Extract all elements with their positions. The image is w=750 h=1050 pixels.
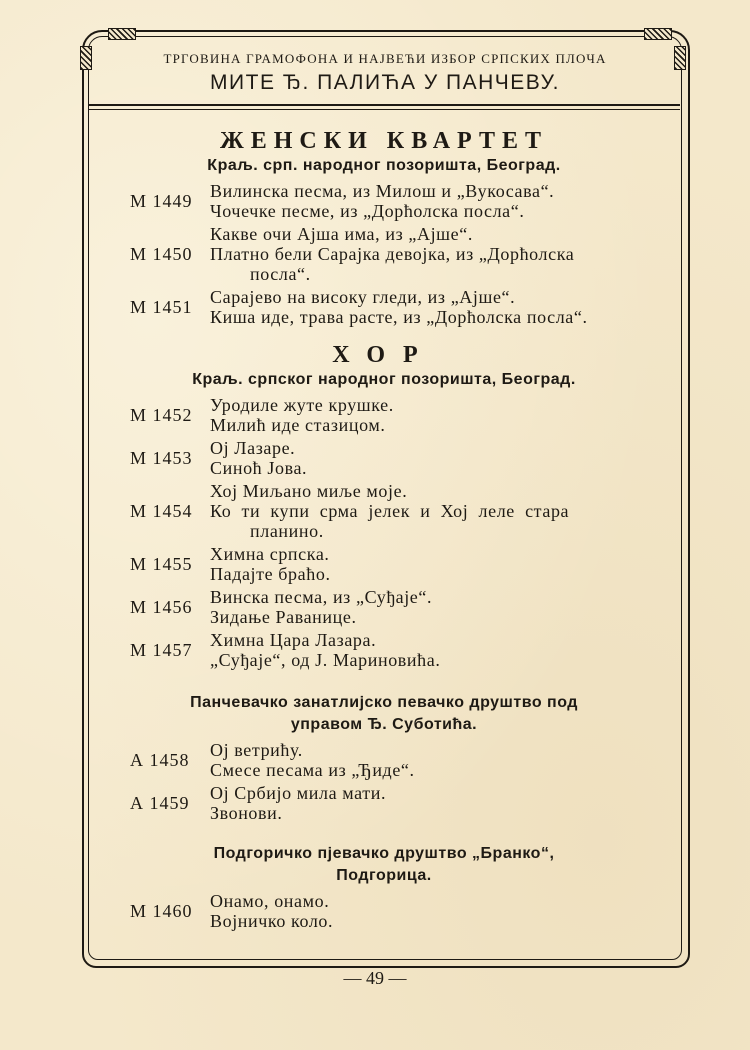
song-title: Чочечке песме, из „Дорћолска посла“.: [210, 201, 525, 221]
song-title: Платно бели Сарајка девојка, из „Дорћолска: [210, 244, 575, 264]
song-title: Ој Србијо мила мати.: [210, 783, 387, 803]
catalog-entry: [126, 544, 642, 584]
catalog-entry: [126, 891, 642, 931]
shop-tagline: ТРГОВИНА ГРАМОФОНА И НАЈВЕЋИ ИЗБОР СРПСКИХ ПЛОЧА: [163, 51, 607, 66]
hatched-corner-ornament-top-right-h: [644, 28, 672, 40]
record-number: М 1449: [130, 190, 193, 211]
catalog-entry: [126, 740, 642, 780]
catalog-entry: [126, 224, 642, 284]
record-number: М 1452: [130, 404, 193, 425]
record-number: М 1450: [130, 243, 193, 264]
section-title: ХОР: [332, 342, 436, 368]
song-title: Сарајево на високу гледи, из „Ајше“.: [210, 287, 516, 307]
section-subtitle: Краљ. српског народног позоришта, Београд.: [192, 371, 576, 388]
record-number: М 1460: [130, 900, 193, 921]
catalog-entry: [126, 481, 642, 541]
section-subtitle: Подгорица.: [336, 867, 432, 884]
section-subtitle: управом Ђ. Суботића.: [290, 716, 478, 733]
song-title: Смесе песама из „Ђиде“.: [210, 760, 415, 780]
record-number: М 1456: [130, 596, 193, 617]
record-number: М 1454: [130, 500, 193, 521]
section-pancevo-choral-society: [126, 692, 642, 823]
song-title: Винска песма, из „Суђаје“.: [210, 587, 433, 607]
header-divider-thin: [88, 109, 680, 110]
header-divider: [88, 104, 680, 106]
hatched-corner-ornament-top-left-h: [108, 28, 136, 40]
song-title: Војничко коло.: [210, 911, 334, 931]
song-title: „Суђаје“, од Ј. Мариновића.: [210, 650, 441, 670]
record-number: М 1451: [130, 296, 193, 317]
song-title-continuation: планино.: [250, 521, 324, 541]
record-number: А 1458: [130, 749, 190, 770]
catalog-entry: [126, 783, 642, 823]
song-title: Уродиле жуте крушке.: [210, 395, 394, 415]
song-title: Киша иде, трава расте, из „Дорћолска посла“.: [210, 307, 588, 327]
record-number: М 1457: [130, 639, 193, 660]
song-title: Зидање Раванице.: [210, 607, 357, 627]
song-title: Звонови.: [210, 803, 283, 823]
song-title: Химна Цара Лазара.: [210, 630, 377, 650]
section-choir: [126, 341, 642, 670]
record-catalog: [126, 127, 642, 934]
page-number: — 49 —: [343, 968, 407, 988]
catalog-entry: [126, 438, 642, 478]
song-title: Падајте браћо.: [210, 564, 331, 584]
song-title-continuation: посла“.: [250, 264, 311, 284]
song-title: Химна српска.: [210, 544, 330, 564]
song-title: Синоћ Јова.: [210, 458, 308, 478]
catalog-entry: [126, 587, 642, 627]
catalog-entry: [126, 287, 642, 327]
song-title: Ој ветрићу.: [210, 740, 303, 760]
section-podgorica-choral-society: [126, 843, 642, 931]
section-title: ЖЕНСКИ КВАРТЕТ: [219, 128, 548, 154]
catalog-entry: [126, 181, 642, 221]
song-title: Хој Миљано миље моје.: [210, 481, 408, 501]
song-title: Милић иде стазицом.: [210, 415, 386, 435]
record-number: А 1459: [130, 792, 190, 813]
song-title: Онамо, онамо.: [210, 891, 330, 911]
section-womens-quartet: [126, 127, 642, 327]
section-subtitle: Панчевачко занатлијско певачко друштво под: [190, 694, 578, 711]
song-title: Вилинска песма, из Милош и „Вукосава“.: [210, 181, 555, 201]
record-number: М 1453: [130, 447, 193, 468]
shop-name: МИТЕ Ђ. ПАЛИЋА У ПАНЧЕВУ.: [210, 71, 560, 94]
song-title: Ко ти купи срма јелек и Хој леле стара: [210, 501, 570, 521]
catalog-entry: [126, 630, 642, 670]
catalog-entry: [126, 395, 642, 435]
record-number: М 1455: [130, 553, 193, 574]
song-title: Какве очи Ајша има, из „Ајше“.: [210, 224, 473, 244]
section-subtitle: Краљ. срп. народног позоришта, Београд.: [207, 157, 561, 174]
section-subtitle: Подгоричко пјевачко друштво „Бранко“,: [213, 845, 555, 862]
song-title: Ој Лазаре.: [210, 438, 296, 458]
